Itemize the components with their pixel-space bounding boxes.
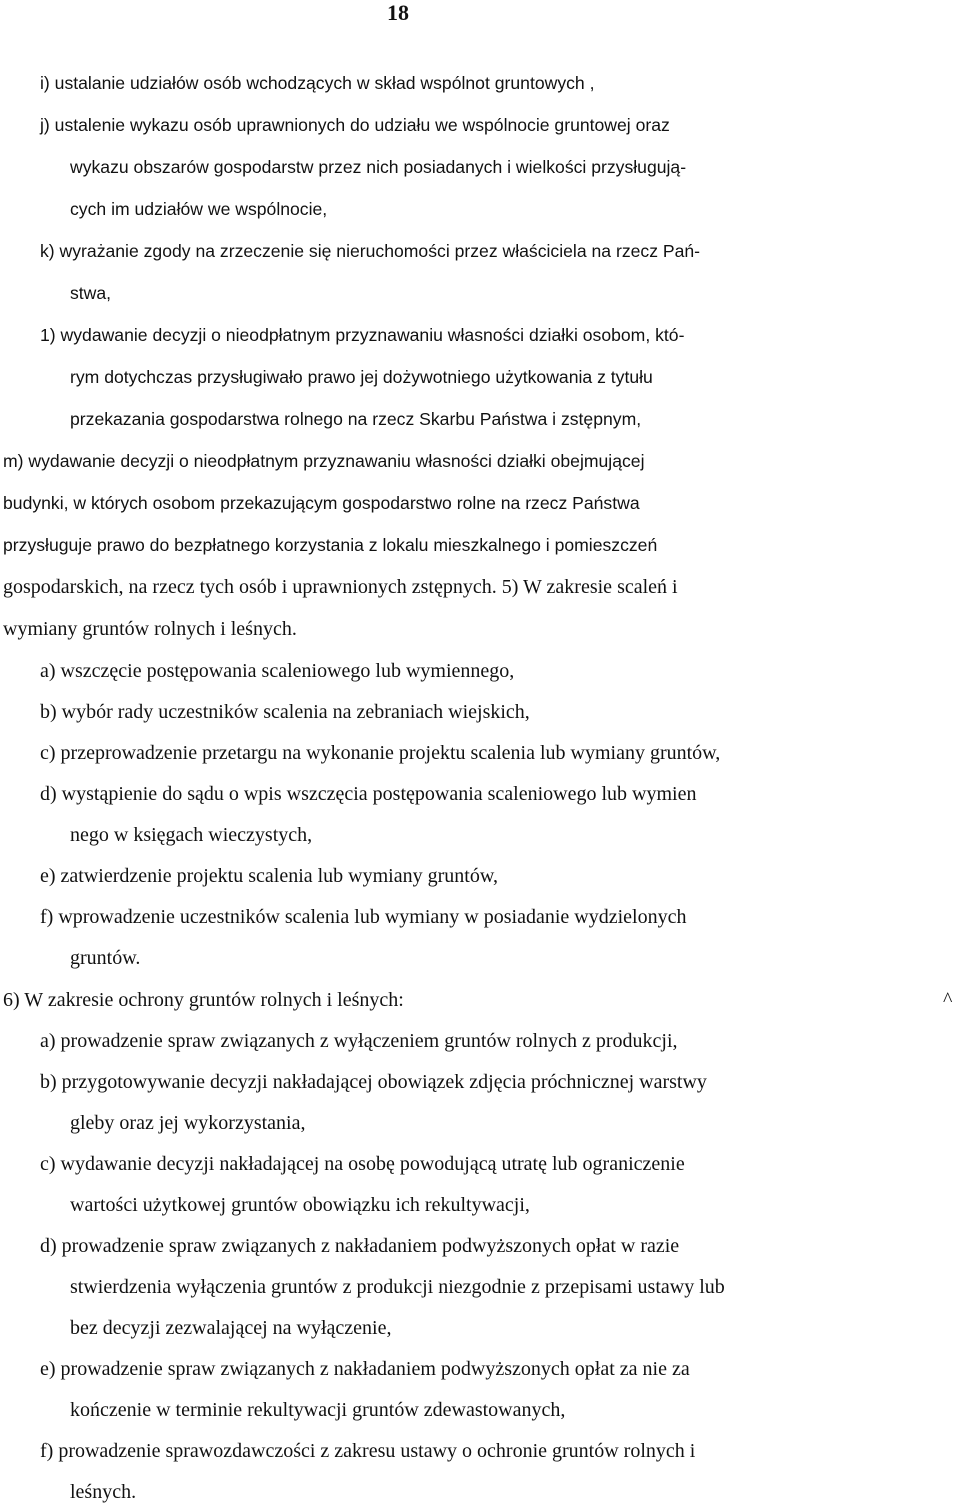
list-item: d) wystąpienie do sądu o wpis wszczęcia postępowania scaleniowego lub wymien xyxy=(40,783,697,805)
list-item: f) prowadzenie sprawozdawczości z zakresu ustawy o ochronie gruntów rolnych i xyxy=(40,1440,696,1462)
text-line: wymiany gruntów rolnych i leśnych. xyxy=(3,618,297,640)
list-item: f) wprowadzenie uczestników scalenia lub wymiany w posiadanie wydzielonych xyxy=(40,906,687,928)
list-item: a) wszczęcie postępowania scaleniowego lub wymiennego, xyxy=(40,660,515,682)
text-line: i) ustalanie udziałów osób wchodzących w skład wspólnot gruntowych , xyxy=(40,73,595,93)
section-heading: 6) W zakresie ochrony gruntów rolnych i leśnych: xyxy=(3,989,404,1011)
list-item-continuation: wartości użytkowej gruntów obowiązku ich rekultywacji, xyxy=(70,1194,530,1216)
list-item-continuation: leśnych. xyxy=(70,1481,137,1503)
text-line: gospodarskich, na rzecz tych osób i uprawnionych zstępnych. 5) W zakresie scaleń i xyxy=(3,576,678,598)
list-item: e) prowadzenie spraw związanych z nakładaniem podwyższonych opłat za nie za xyxy=(40,1358,690,1380)
text-line: przysługuje prawo do bezpłatnego korzystania z lokalu mieszkalnego i pomieszczeń xyxy=(3,535,658,555)
text-line: budynki, w których osobom przekazującym gospodarstwo rolne na rzecz Państwa xyxy=(3,493,640,513)
list-item-continuation: kończenie w terminie rekultywacji gruntów zdewastowanych, xyxy=(70,1399,566,1421)
text-line: wykazu obszarów gospodarstw przez nich posiadanych i wielkości przysługują- xyxy=(70,157,687,177)
list-item: a) prowadzenie spraw związanych z wyłączeniem gruntów rolnych z produkcji, xyxy=(40,1030,678,1052)
list-item: d) prowadzenie spraw związanych z nakładaniem podwyższonych opłat w razie xyxy=(40,1235,680,1257)
text-line: j) ustalenie wykazu osób uprawnionych do udziału we wspólnocie gruntowej oraz xyxy=(40,115,670,135)
list-item-continuation: bez decyzji zezwalającej na wyłączenie, xyxy=(70,1317,392,1339)
list-item: b) wybór rady uczestników scalenia na zebraniach wiejskich, xyxy=(40,701,530,723)
list-item-continuation: nego w księgach wieczystych, xyxy=(70,824,313,846)
text-line: k) wyrażanie zgody na zrzeczenie się nieruchomości przez właściciela na rzecz Pań- xyxy=(40,241,701,261)
text-line: cych im udziałów we wspólnocie, xyxy=(70,199,328,219)
list-item-continuation: gruntów. xyxy=(70,947,141,969)
list-item-continuation: gleby oraz jej wykorzystania, xyxy=(70,1112,306,1134)
text-line: przekazania gospodarstwa rolnego na rzecz Skarbu Państwa i zstępnym, xyxy=(70,409,642,429)
page-number: 18 xyxy=(387,0,409,25)
text-line: 1) wydawanie decyzji o nieodpłatnym przyznawaniu własności działki osobom, któ- xyxy=(40,325,685,345)
list-item: e) zatwierdzenie projektu scalenia lub wymiany gruntów, xyxy=(40,865,498,887)
text-line: rym dotychczas przysługiwało prawo jej dożywotniego użytkowania z tytułu xyxy=(70,367,653,387)
list-item: b) przygotowywanie decyzji nakładającej obowiązek zdjęcia próchnicznej warstwy xyxy=(40,1071,707,1093)
list-item-continuation: stwierdzenia wyłączenia gruntów z produkcji niezgodnie z przepisami ustawy lub xyxy=(70,1276,725,1298)
margin-mark: ^ xyxy=(943,989,953,1011)
list-item: c) przeprowadzenie przetargu na wykonanie projektu scalenia lub wymiany gruntów, xyxy=(40,742,721,764)
text-line: stwa, xyxy=(70,283,112,303)
list-item: c) wydawanie decyzji nakładającej na osobę powodującą utratę lub ograniczenie xyxy=(40,1153,685,1175)
text-line: m) wydawanie decyzji o nieodpłatnym przyznawaniu własności działki obejmującej xyxy=(3,451,645,471)
